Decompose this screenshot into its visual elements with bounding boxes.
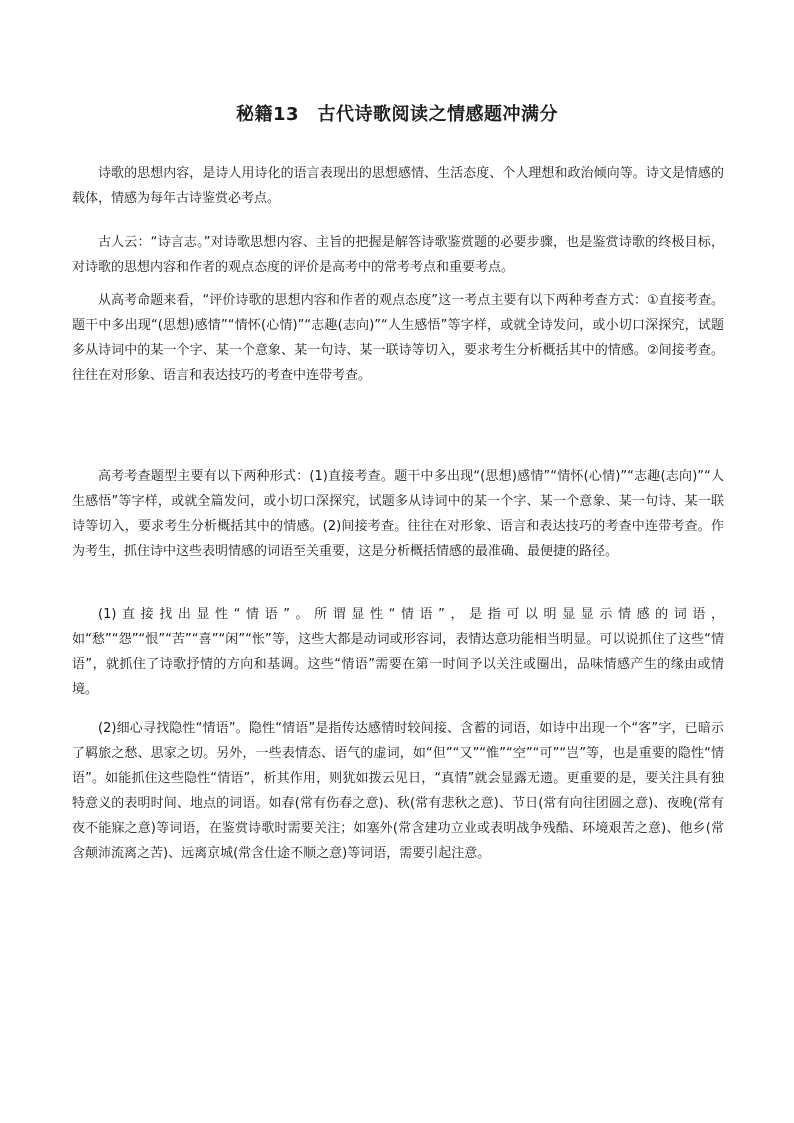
paragraph-question-types: 高考考查题型主要有以下两种形式：(1)直接考查。题干中多出现“(思想)感情”“情怀(心情)”“志趣(志向)”“人生感悟”等字样，或就全篇发问，或小切口深探究，试题多从诗词中的某一个字、某一个意象、某一句诗、某一联诗等切入，要求考生分析概括其中的情感。(2)间接考查。往往在对形象、语言和表达技巧的考查中连带考查。作为考生，抓住诗中这些表明情感的词语至关重要，这是分析概括情感的最准确、最便捷的路径。: [72, 469, 724, 559]
paragraph-intro: 诗歌的思想内容，是诗人用诗化的语言表现出的思想感情、生活态度、个人理想和政治倾向等。诗文是情感的载体，情感为每年古诗鉴赏必考点。: [72, 166, 724, 206]
paragraph-exam-methods: 从高考命题来看，“评价诗歌的思想内容和作者的观点态度”这一考点主要有以下两种考查方式：①直接考查。题干中多出现“(思想)感情”“情怀(心情)”“志趣(志向)”“人生感悟”等字样，或就全诗发问，或小切口深探究，试题多从诗词中的某一个字、某一个意象、某一句诗、某一联诗等切入，要求考生分析概括其中的情感。②间接考查。往往在对形象、语言和表达技巧的考查中连带考查。: [72, 293, 724, 383]
paragraph-ancient-saying: 古人云：“诗言志。”对诗歌思想内容、主旨的把握是解答诗歌鉴赏题的必要步骤，也是鉴赏诗歌的终极目标，对诗歌的思想内容和作者的观点态度的评价是高考中的常考考点和重要考点。: [72, 235, 724, 275]
paragraph-explicit-emotion-words: (1)直接找出显性“情语”。所谓显性“情语”，是指可以明显显示情感的词语，如“愁”“怨”“恨”“苦”“喜”“闲”“怅”等，这些大都是动词或形容词，表情达意功能相当明显。可以说抓住了这些“情语”，就抓住了诗歌抒情的方向和基调。这些“情语”需要在第一时间予以关注或圈出，品味情感产生的缘由或情境。: [72, 607, 724, 697]
paragraph-implicit-emotion-words: (2)细心寻找隐性“情语”。隐性“情语”是指传达感情时较间接、含蓄的词语，如诗中出现一个“客”字，已暗示了羁旅之愁、思家之切。另外，一些表情态、语气的虚词，如“但”“又”“惟”“空”“可”“岂”等，也是重要的隐性“情语”。如能抓住这些隐性“情语”，析其作用，则犹如拨云见日，“真情”就会显露无遗。更重要的是，要关注具有独特意义的表明时间、地点的词语。如春(常有伤春之意)、秋(常有悲秋之意)、节日(常有向往团圆之意)、夜晚(常有夜不能寐之意)等词语，在鉴赏诗歌时需要关注；如塞外(常含建功立业或表明战争残酷、环境艰苦之意)、他乡(常含颠沛流离之苦)、远离京城(常含仕途不顺之意)等词语，需要引起注意。: [72, 721, 724, 861]
document-title: 秘籍13 古代诗歌阅读之情感题冲满分: [235, 104, 559, 125]
